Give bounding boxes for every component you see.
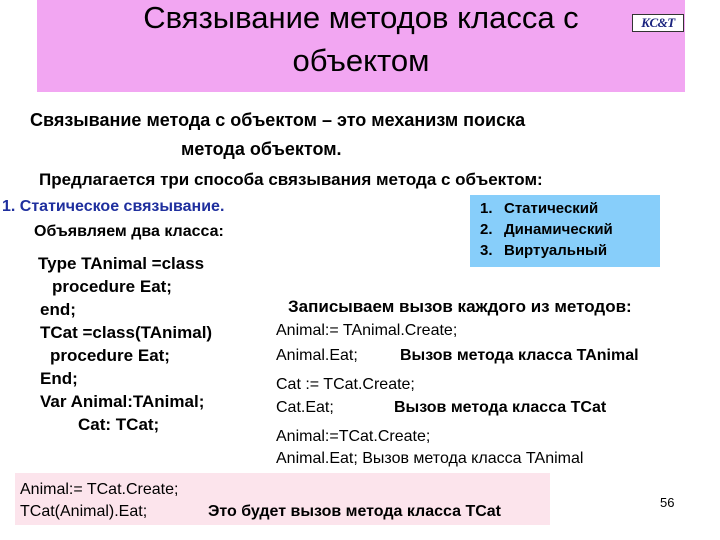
call-line: Animal.Eat; Вызов метода класса TAnimal bbox=[276, 450, 584, 467]
call-line: Animal:=TCat.Create; bbox=[276, 428, 431, 445]
code-line: End; bbox=[40, 369, 78, 388]
bottom-line: Animal:= TCat.Create; bbox=[20, 481, 179, 498]
call-line: Cat.Eat; bbox=[276, 399, 334, 416]
code-line: procedure Eat; bbox=[52, 277, 172, 296]
code-line: Type TAnimal =class bbox=[38, 254, 205, 273]
code-line: end; bbox=[40, 300, 76, 319]
definition-line1: Связывание метода с объектом – это механизм поиска bbox=[30, 110, 526, 130]
bottom-comment: Это будет вызов метода класса TCat bbox=[208, 503, 501, 520]
calls-heading: Записываем вызов каждого из методов: bbox=[288, 297, 632, 316]
call-line: Animal:= TAnimal.Create; bbox=[276, 322, 458, 339]
call-comment: Вызов метода класса TAnimal bbox=[400, 347, 639, 364]
call-comment: Вызов метода класса TCat bbox=[394, 399, 607, 416]
call-line: Cat := TCat.Create; bbox=[276, 376, 415, 393]
call-line: Animal.Eat; bbox=[276, 347, 358, 364]
declare-text: Объявляем два класса: bbox=[34, 223, 224, 240]
methods-list bbox=[480, 198, 613, 261]
list-item: 2. Динамический bbox=[480, 221, 613, 238]
logo: KC&T bbox=[632, 14, 684, 32]
code-line: TCat =class(TAnimal) bbox=[40, 323, 213, 342]
definition-line2: метода объектом. bbox=[181, 139, 342, 159]
code-line: Var Animal:TAnimal; bbox=[40, 392, 205, 411]
list-item: 1. Статический bbox=[480, 200, 599, 217]
code-line: Cat: TCat; bbox=[78, 415, 160, 434]
intro-text: Предлагается три способа связывания метода с объектом: bbox=[39, 170, 543, 189]
page-number: 56 bbox=[660, 495, 675, 510]
code-line: procedure Eat; bbox=[50, 346, 170, 365]
bottom-line: TCat(Animal).Eat; bbox=[20, 503, 148, 520]
point-static: 1. Статическое связывание. bbox=[2, 198, 225, 215]
slide-title-line2: объектом bbox=[292, 43, 430, 78]
list-item: 3. Виртуальный bbox=[480, 242, 608, 259]
slide-title-line1: Связывание методов класса с bbox=[143, 0, 579, 35]
